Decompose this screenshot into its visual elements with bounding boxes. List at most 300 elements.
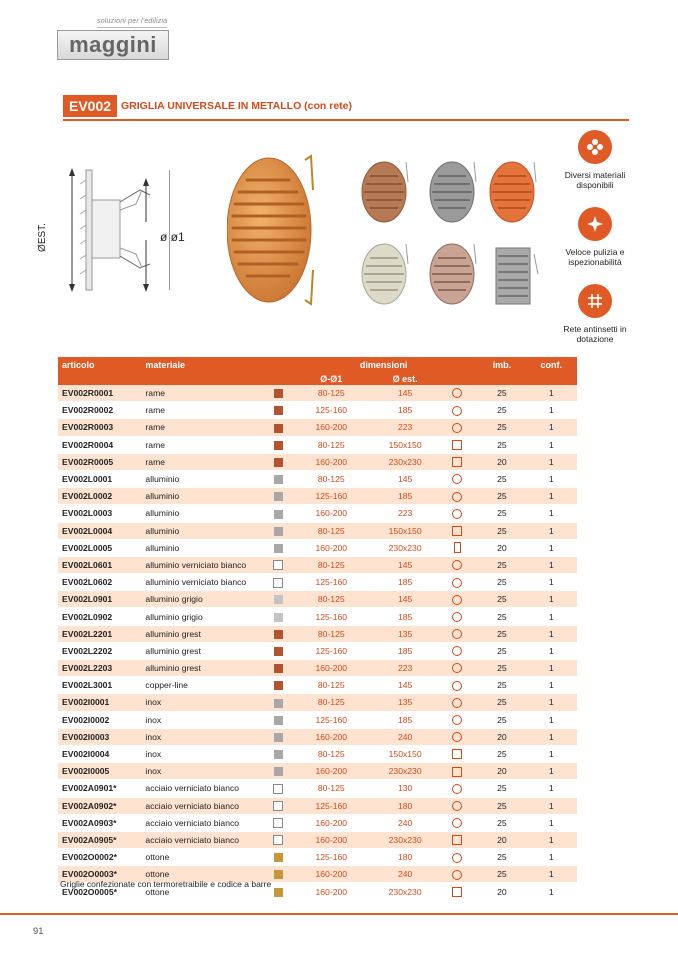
cell-d1: 80-125 bbox=[289, 677, 373, 694]
cell-dest: 145 bbox=[373, 677, 436, 694]
table-row bbox=[58, 711, 577, 728]
circle-shape-icon bbox=[452, 663, 462, 673]
cell-material: inox bbox=[141, 711, 267, 728]
cell-shape bbox=[437, 866, 478, 883]
cell-code: EV002L0902 bbox=[58, 608, 141, 625]
cell-code: EV002L2201 bbox=[58, 625, 141, 642]
cell-dest: 230x230 bbox=[373, 831, 436, 848]
table-row bbox=[58, 505, 577, 522]
cell-imb: 20 bbox=[478, 728, 525, 745]
cell-conf: 1 bbox=[526, 814, 577, 831]
col-d1: Ø-Ø1 bbox=[289, 373, 373, 385]
cell-shape bbox=[437, 419, 478, 436]
feature-net bbox=[560, 284, 630, 344]
cell-material: alluminio grigio bbox=[141, 608, 267, 625]
circle-shape-icon bbox=[452, 406, 462, 416]
cell-d1: 125-160 bbox=[289, 797, 373, 814]
cell-conf: 1 bbox=[526, 849, 577, 866]
product-thumb-grest bbox=[428, 240, 480, 313]
sub-empty-6 bbox=[526, 373, 577, 385]
cell-swatch bbox=[267, 522, 289, 539]
material-color-swatch bbox=[274, 475, 283, 484]
cell-material: rame bbox=[141, 453, 267, 470]
circle-shape-icon bbox=[452, 509, 462, 519]
cell-shape bbox=[437, 883, 478, 900]
cell-shape bbox=[437, 539, 478, 556]
cell-conf: 1 bbox=[526, 505, 577, 522]
material-color-swatch bbox=[274, 510, 283, 519]
cell-dest: 135 bbox=[373, 694, 436, 711]
cell-swatch bbox=[267, 591, 289, 608]
cell-conf: 1 bbox=[526, 642, 577, 659]
material-color-swatch bbox=[273, 801, 283, 811]
cell-dest: 150x150 bbox=[373, 522, 436, 539]
cell-dest: 185 bbox=[373, 574, 436, 591]
cell-d1: 80-125 bbox=[289, 470, 373, 487]
logo-rule bbox=[97, 27, 167, 28]
cell-d1: 80-125 bbox=[289, 385, 373, 402]
cell-conf: 1 bbox=[526, 694, 577, 711]
cell-conf: 1 bbox=[526, 711, 577, 728]
cell-swatch bbox=[267, 814, 289, 831]
cell-dest: 240 bbox=[373, 814, 436, 831]
material-color-swatch bbox=[274, 630, 283, 639]
cell-d1: 160-200 bbox=[289, 883, 373, 900]
cell-material: copper-line bbox=[141, 677, 267, 694]
cell-conf: 1 bbox=[526, 402, 577, 419]
cell-shape bbox=[437, 385, 478, 402]
cell-shape bbox=[437, 556, 478, 573]
cell-material: rame bbox=[141, 385, 267, 402]
cell-d1: 160-200 bbox=[289, 814, 373, 831]
cell-d1: 80-125 bbox=[289, 694, 373, 711]
cell-dest: 180 bbox=[373, 797, 436, 814]
diameter-est-label: ØEST. bbox=[36, 223, 48, 252]
cell-material: alluminio bbox=[141, 488, 267, 505]
cell-imb: 25 bbox=[478, 402, 525, 419]
cell-swatch bbox=[267, 453, 289, 470]
table-row bbox=[58, 728, 577, 745]
cell-code: EV002L3001 bbox=[58, 677, 141, 694]
cell-shape bbox=[437, 470, 478, 487]
cell-swatch bbox=[267, 505, 289, 522]
cell-conf: 1 bbox=[526, 728, 577, 745]
cell-shape bbox=[437, 797, 478, 814]
circle-shape-icon bbox=[452, 492, 462, 502]
feature-label: Veloce pulizia e ispezionabilità bbox=[565, 247, 625, 267]
cell-shape bbox=[437, 711, 478, 728]
cell-material: alluminio bbox=[141, 470, 267, 487]
cell-code: EV002L0901 bbox=[58, 591, 141, 608]
cell-code: EV002A0901* bbox=[58, 780, 141, 797]
cell-shape bbox=[437, 728, 478, 745]
cell-dest: 230x230 bbox=[373, 763, 436, 780]
circle-shape-icon bbox=[452, 801, 462, 811]
col-conf: conf. bbox=[526, 357, 577, 373]
material-color-swatch bbox=[274, 853, 283, 862]
circle-shape-icon bbox=[452, 423, 462, 433]
sub-empty-3 bbox=[267, 373, 289, 385]
cell-shape bbox=[437, 677, 478, 694]
product-image-main bbox=[227, 150, 327, 315]
cell-dest: 240 bbox=[373, 728, 436, 745]
circle-shape-icon bbox=[452, 388, 462, 398]
cell-swatch bbox=[267, 625, 289, 642]
cell-material: ottone bbox=[141, 849, 267, 866]
material-color-swatch bbox=[274, 870, 283, 879]
cell-code: EV002I0004 bbox=[58, 745, 141, 762]
cell-conf: 1 bbox=[526, 866, 577, 883]
cell-material: inox bbox=[141, 745, 267, 762]
cell-imb: 25 bbox=[478, 436, 525, 453]
cell-swatch bbox=[267, 660, 289, 677]
diameter-inner-label: ø ø1 bbox=[160, 230, 185, 244]
square-shape-icon bbox=[452, 835, 462, 845]
cell-imb: 25 bbox=[478, 522, 525, 539]
cell-dest: 240 bbox=[373, 866, 436, 883]
cell-conf: 1 bbox=[526, 556, 577, 573]
material-color-swatch bbox=[274, 406, 283, 415]
material-color-swatch bbox=[274, 750, 283, 759]
cell-shape bbox=[437, 608, 478, 625]
cell-material: alluminio bbox=[141, 539, 267, 556]
table-row bbox=[58, 539, 577, 556]
col-dest: Ø est. bbox=[373, 373, 436, 385]
cell-conf: 1 bbox=[526, 591, 577, 608]
table-row bbox=[58, 574, 577, 591]
circle-shape-icon bbox=[452, 853, 462, 863]
cell-imb: 25 bbox=[478, 694, 525, 711]
cell-conf: 1 bbox=[526, 797, 577, 814]
cell-dest: 145 bbox=[373, 591, 436, 608]
footer-rule bbox=[0, 913, 678, 915]
cell-dest: 150x150 bbox=[373, 436, 436, 453]
cell-material: alluminio grest bbox=[141, 625, 267, 642]
cell-dest: 230x230 bbox=[373, 883, 436, 900]
cell-swatch bbox=[267, 470, 289, 487]
cell-conf: 1 bbox=[526, 608, 577, 625]
cell-code: EV002R0002 bbox=[58, 402, 141, 419]
cell-code: EV002R0003 bbox=[58, 419, 141, 436]
cell-swatch bbox=[267, 797, 289, 814]
table-row bbox=[58, 797, 577, 814]
material-color-swatch bbox=[274, 424, 283, 433]
cell-d1: 160-200 bbox=[289, 505, 373, 522]
material-color-swatch bbox=[274, 647, 283, 656]
cell-d1: 160-200 bbox=[289, 763, 373, 780]
cell-material: alluminio grest bbox=[141, 660, 267, 677]
cell-conf: 1 bbox=[526, 539, 577, 556]
material-color-swatch bbox=[274, 492, 283, 501]
cell-d1: 125-160 bbox=[289, 488, 373, 505]
cell-shape bbox=[437, 745, 478, 762]
cell-code: EV002A0903* bbox=[58, 814, 141, 831]
feature-label: Diversi materiali disponibili bbox=[564, 170, 626, 190]
circle-shape-icon bbox=[452, 715, 462, 725]
cell-shape bbox=[437, 763, 478, 780]
table-row bbox=[58, 694, 577, 711]
cell-conf: 1 bbox=[526, 470, 577, 487]
cell-material: alluminio grigio bbox=[141, 591, 267, 608]
cell-swatch bbox=[267, 780, 289, 797]
material-color-swatch bbox=[274, 767, 283, 776]
circle-shape-icon bbox=[452, 784, 462, 794]
cell-swatch bbox=[267, 728, 289, 745]
table-row bbox=[58, 660, 577, 677]
circle-shape-icon bbox=[452, 870, 462, 880]
cell-imb: 25 bbox=[478, 866, 525, 883]
cell-code: EV002L0001 bbox=[58, 470, 141, 487]
cell-material: rame bbox=[141, 436, 267, 453]
cell-conf: 1 bbox=[526, 677, 577, 694]
table-row bbox=[58, 831, 577, 848]
cell-material: inox bbox=[141, 763, 267, 780]
cell-d1: 160-200 bbox=[289, 728, 373, 745]
cell-shape bbox=[437, 814, 478, 831]
material-color-swatch bbox=[274, 441, 283, 450]
cell-shape bbox=[437, 780, 478, 797]
cell-d1: 160-200 bbox=[289, 539, 373, 556]
circle-shape-icon bbox=[452, 732, 462, 742]
cell-material: alluminio bbox=[141, 522, 267, 539]
cell-d1: 80-125 bbox=[289, 522, 373, 539]
cell-shape bbox=[437, 831, 478, 848]
table-subheader-row bbox=[58, 373, 577, 385]
cell-conf: 1 bbox=[526, 419, 577, 436]
circle-shape-icon bbox=[452, 629, 462, 639]
material-color-swatch bbox=[274, 664, 283, 673]
cell-code: EV002R0004 bbox=[58, 436, 141, 453]
cell-imb: 25 bbox=[478, 385, 525, 402]
cell-imb: 25 bbox=[478, 677, 525, 694]
cell-d1: 125-160 bbox=[289, 574, 373, 591]
cell-imb: 25 bbox=[478, 814, 525, 831]
cell-material: alluminio verniciato bianco bbox=[141, 556, 267, 573]
cell-material: ottone bbox=[141, 883, 267, 900]
material-color-swatch bbox=[274, 527, 283, 536]
cell-imb: 25 bbox=[478, 711, 525, 728]
cell-d1: 160-200 bbox=[289, 419, 373, 436]
square-shape-icon bbox=[452, 457, 462, 467]
cell-imb: 25 bbox=[478, 745, 525, 762]
cell-imb: 25 bbox=[478, 642, 525, 659]
table-row bbox=[58, 745, 577, 762]
cell-dest: 145 bbox=[373, 470, 436, 487]
cell-material: acciaio verniciato bianco bbox=[141, 831, 267, 848]
circle-shape-icon bbox=[452, 560, 462, 570]
sparkle-icon bbox=[578, 207, 612, 241]
cell-dest: 145 bbox=[373, 385, 436, 402]
cell-code: EV002I0001 bbox=[58, 694, 141, 711]
cell-conf: 1 bbox=[526, 883, 577, 900]
cell-material: inox bbox=[141, 728, 267, 745]
table-row bbox=[58, 402, 577, 419]
table-row bbox=[58, 608, 577, 625]
circle-shape-icon bbox=[452, 818, 462, 828]
cell-swatch bbox=[267, 694, 289, 711]
cell-swatch bbox=[267, 677, 289, 694]
cell-imb: 20 bbox=[478, 539, 525, 556]
cell-d1: 125-160 bbox=[289, 642, 373, 659]
cell-dest: 223 bbox=[373, 505, 436, 522]
material-color-swatch bbox=[274, 716, 283, 725]
material-color-swatch bbox=[274, 613, 283, 622]
cell-swatch bbox=[267, 385, 289, 402]
cell-code: EV002L0004 bbox=[58, 522, 141, 539]
page-number: 91 bbox=[33, 926, 44, 937]
cell-d1: 80-125 bbox=[289, 780, 373, 797]
cell-material: rame bbox=[141, 402, 267, 419]
cell-code: EV002L0002 bbox=[58, 488, 141, 505]
cell-dest: 185 bbox=[373, 608, 436, 625]
brand-tagline: soluzioni per l'edilizia bbox=[97, 18, 168, 25]
cell-material: acciaio verniciato bianco bbox=[141, 814, 267, 831]
cell-d1: 125-160 bbox=[289, 402, 373, 419]
cell-material: alluminio bbox=[141, 505, 267, 522]
table-row bbox=[58, 436, 577, 453]
table-row bbox=[58, 556, 577, 573]
cell-code: EV002L2202 bbox=[58, 642, 141, 659]
cell-imb: 25 bbox=[478, 470, 525, 487]
circle-shape-icon bbox=[452, 646, 462, 656]
logo-plate bbox=[57, 30, 169, 60]
sub-empty-5 bbox=[478, 373, 525, 385]
cell-swatch bbox=[267, 608, 289, 625]
table-row bbox=[58, 419, 577, 436]
table-row bbox=[58, 385, 577, 402]
material-color-swatch bbox=[273, 560, 283, 570]
table-row bbox=[58, 677, 577, 694]
cell-imb: 20 bbox=[478, 453, 525, 470]
cell-code: EV002R0005 bbox=[58, 453, 141, 470]
table-row bbox=[58, 780, 577, 797]
cell-code: EV002A0902* bbox=[58, 797, 141, 814]
cell-conf: 1 bbox=[526, 436, 577, 453]
cell-imb: 20 bbox=[478, 763, 525, 780]
circle-shape-icon bbox=[452, 612, 462, 622]
cell-d1: 160-200 bbox=[289, 866, 373, 883]
product-title: GRIGLIA UNIVERSALE IN METALLO (con rete) bbox=[121, 100, 353, 112]
material-color-swatch bbox=[273, 578, 283, 588]
feature-label: Rete antinsetti in dotazione bbox=[563, 324, 627, 344]
cell-swatch bbox=[267, 763, 289, 780]
cell-dest: 185 bbox=[373, 642, 436, 659]
table-row bbox=[58, 470, 577, 487]
cell-code: EV002R0001 bbox=[58, 385, 141, 402]
brand-name: maggini bbox=[69, 32, 157, 57]
feature-materials bbox=[560, 130, 630, 190]
product-thumb-square bbox=[492, 244, 544, 313]
cell-dest: 135 bbox=[373, 625, 436, 642]
cell-swatch bbox=[267, 642, 289, 659]
table-row bbox=[58, 453, 577, 470]
cell-conf: 1 bbox=[526, 488, 577, 505]
cell-code: EV002I0002 bbox=[58, 711, 141, 728]
cell-shape bbox=[437, 402, 478, 419]
cell-d1: 160-200 bbox=[289, 453, 373, 470]
cell-shape bbox=[437, 642, 478, 659]
cell-shape bbox=[437, 660, 478, 677]
cell-d1: 80-125 bbox=[289, 556, 373, 573]
cell-swatch bbox=[267, 849, 289, 866]
material-color-swatch bbox=[273, 784, 283, 794]
table-row bbox=[58, 522, 577, 539]
cell-imb: 25 bbox=[478, 608, 525, 625]
cell-dest: 223 bbox=[373, 660, 436, 677]
cell-d1: 160-200 bbox=[289, 660, 373, 677]
cell-code: EV002L0005 bbox=[58, 539, 141, 556]
cell-dest: 180 bbox=[373, 849, 436, 866]
cell-imb: 25 bbox=[478, 574, 525, 591]
cell-conf: 1 bbox=[526, 625, 577, 642]
footnote: Griglie confezionate con termoretraibile e codice a barre bbox=[60, 879, 272, 889]
cell-material: inox bbox=[141, 694, 267, 711]
cell-conf: 1 bbox=[526, 453, 577, 470]
cell-dest: 230x230 bbox=[373, 539, 436, 556]
cell-dest: 145 bbox=[373, 556, 436, 573]
section-title-bar bbox=[63, 95, 629, 121]
material-color-swatch bbox=[274, 699, 283, 708]
sub-empty-2 bbox=[141, 373, 267, 385]
cell-conf: 1 bbox=[526, 745, 577, 762]
cell-swatch bbox=[267, 831, 289, 848]
cell-shape bbox=[437, 591, 478, 608]
cell-conf: 1 bbox=[526, 660, 577, 677]
col-materiale: materiale bbox=[141, 357, 267, 373]
cell-shape bbox=[437, 694, 478, 711]
square-shape-icon bbox=[452, 887, 462, 897]
table-row bbox=[58, 642, 577, 659]
product-thumb-copper bbox=[360, 158, 412, 231]
cell-d1: 80-125 bbox=[289, 436, 373, 453]
square-shape-icon bbox=[452, 767, 462, 777]
cell-imb: 25 bbox=[478, 660, 525, 677]
cell-conf: 1 bbox=[526, 831, 577, 848]
cell-d1: 80-125 bbox=[289, 591, 373, 608]
cell-material: acciaio verniciato bianco bbox=[141, 797, 267, 814]
cell-imb: 25 bbox=[478, 419, 525, 436]
col-imb: imb. bbox=[478, 357, 525, 373]
cell-shape bbox=[437, 505, 478, 522]
col-dimensioni: dimensioni bbox=[289, 357, 478, 373]
cell-d1: 160-200 bbox=[289, 831, 373, 848]
table-header-row bbox=[58, 357, 577, 373]
cell-code: EV002O0005* bbox=[58, 883, 141, 900]
cell-shape bbox=[437, 522, 478, 539]
cell-swatch bbox=[267, 556, 289, 573]
cell-material: ottone bbox=[141, 866, 267, 883]
circle-shape-icon bbox=[452, 474, 462, 484]
cell-imb: 25 bbox=[478, 625, 525, 642]
cell-material: alluminio grest bbox=[141, 642, 267, 659]
material-color-swatch bbox=[274, 544, 283, 553]
product-thumb-copper-line bbox=[488, 158, 540, 231]
cell-code: EV002L0602 bbox=[58, 574, 141, 591]
square-shape-icon bbox=[452, 526, 462, 536]
cell-d1: 125-160 bbox=[289, 608, 373, 625]
rect-shape-icon bbox=[454, 542, 461, 553]
cell-conf: 1 bbox=[526, 574, 577, 591]
cell-d1: 80-125 bbox=[289, 625, 373, 642]
cell-code: EV002I0005 bbox=[58, 763, 141, 780]
cell-swatch bbox=[267, 745, 289, 762]
cell-dest: 150x150 bbox=[373, 745, 436, 762]
cell-swatch bbox=[267, 488, 289, 505]
cell-dest: 223 bbox=[373, 419, 436, 436]
material-color-swatch bbox=[274, 458, 283, 467]
table-row bbox=[58, 763, 577, 780]
cell-conf: 1 bbox=[526, 763, 577, 780]
